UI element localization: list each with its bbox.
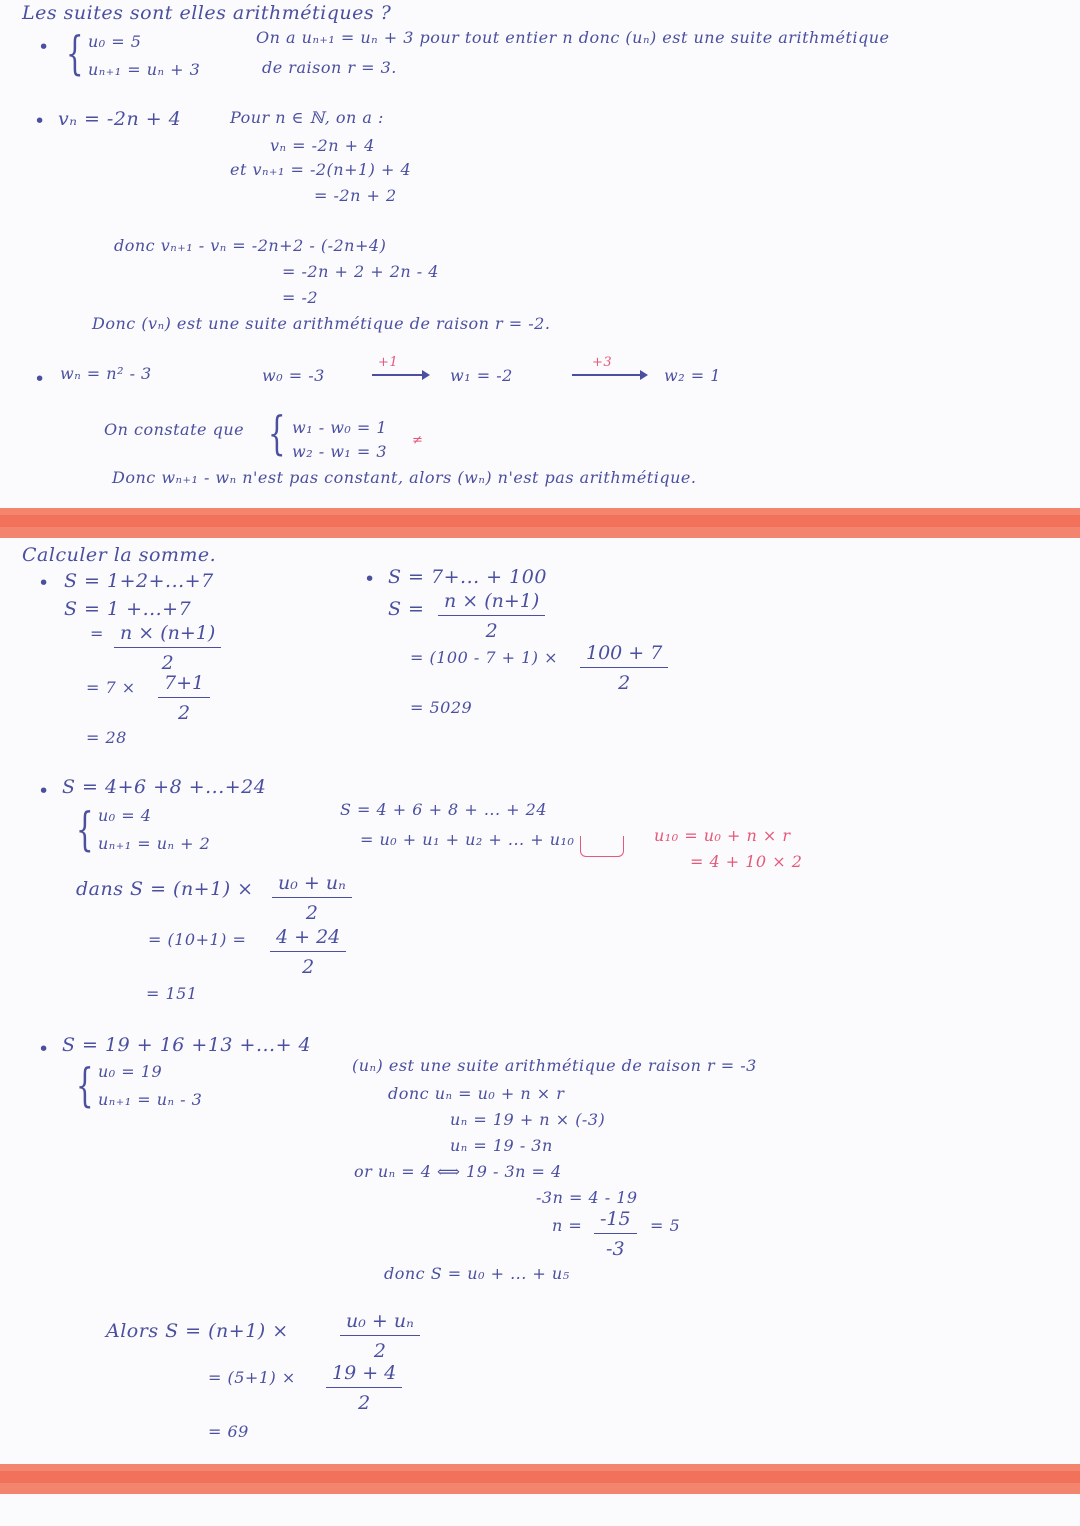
arrow [572,374,646,376]
sum4-right: or uₙ = 4 ⟺ 19 - 3n = 4 [354,1162,562,1181]
w1-value: w₁ = -2 [450,366,513,385]
separator-band [0,1464,1080,1494]
sum1-result: = 28 [86,728,127,747]
separator-band [0,508,1080,538]
arrow [372,374,428,376]
v-line: donc vₙ₊₁ - vₙ = -2n+2 - (-2n+4) [114,236,387,255]
sum4-line: S = 19 + 16 +13 +...+ 4 [62,1034,312,1056]
denominator: 2 [485,620,498,642]
bullet: • [364,568,376,590]
section-title-1: Les suites sont elles arithmétiques ? [22,2,392,24]
sum4-right: -3n = 4 - 19 [536,1188,638,1207]
numerator: 100 + 7 [580,642,668,668]
v-definition: vₙ = -2n + 4 [58,108,182,130]
bullet: • [34,110,46,132]
sum4-result: = 69 [208,1422,249,1441]
denominator: 2 [373,1340,386,1362]
sum3-line: = (10+1) = [148,930,247,949]
v-conclusion: Donc (vₙ) est une suite arithmétique de raison r = -2. [92,314,551,333]
bullet: • [38,572,50,594]
sum3-note: u₁₀ = u₀ + n × r [654,826,791,845]
numerator: u₀ + uₙ [340,1310,420,1336]
bullet: • [38,1038,50,1060]
w-diff-2: w₂ - w₁ = 3 [292,442,388,461]
sum4-right: (uₙ) est une suite arithmétique de raison r = -3 [352,1056,757,1075]
numerator: 4 + 24 [270,926,346,952]
sum1-line: S = 1 +...+7 [64,598,192,620]
sum3-fraction [272,872,352,924]
sum3-line: dans S = (n+1) × [76,878,254,900]
denominator: 2 [358,1392,371,1414]
v-line: = -2 [282,288,319,307]
u-initial: u₀ = 5 [88,32,142,51]
sum4-right: uₙ = 19 - 3n [450,1136,553,1155]
sum2-fraction [438,590,545,642]
u-comment-line2: de raison r = 3. [262,58,397,77]
sum3-right: S = 4 + 6 + 8 + ... + 24 [340,800,548,819]
bullet: • [38,780,50,802]
sum2-line: S = 7+... + 100 [388,566,547,588]
sum1-fraction [158,672,210,724]
sum3-fraction [270,926,346,978]
w2-value: w₂ = 1 [664,366,721,385]
u-comment-line1: On a uₙ₊₁ = uₙ + 3 pour tout entier n donc (uₙ) est une suite arithmétique [256,28,890,47]
sum4-right: uₙ = 19 + n × (-3) [450,1110,606,1129]
denominator: 2 [302,956,315,978]
equals-sign: = [90,624,104,643]
sum4-recurrence: uₙ₊₁ = uₙ - 3 [98,1090,203,1109]
brace: { [76,1058,94,1112]
highlight-underline [580,836,624,857]
v-line: vₙ = -2n + 4 [270,136,375,155]
denominator: 2 [618,672,631,694]
w-definition: wₙ = n² - 3 [60,364,152,383]
sum4-line: Alors S = (n+1) × [106,1320,289,1342]
denominator: -3 [606,1238,625,1260]
sum4-right: donc uₙ = u₀ + n × r [388,1084,565,1103]
numerator: u₀ + uₙ [272,872,352,898]
numerator: 19 + 4 [326,1362,402,1388]
v-line: Pour n ∈ ℕ, on a : [230,108,384,127]
sum1-line: = 7 × [86,678,136,697]
sum3-right: = u₀ + u₁ + u₂ + ... + u₁₀ [360,830,575,849]
sum3-result: = 151 [146,984,198,1003]
v-line: et vₙ₊₁ = -2(n+1) + 4 [230,160,412,179]
sum2-line: = (100 - 7 + 1) × [410,648,559,667]
sum1-fraction [114,622,221,674]
sum4-fraction [340,1310,420,1362]
sum4-right: = 5 [650,1216,681,1235]
not-equal-sign: ≠ [412,433,424,448]
denominator: 2 [161,652,174,674]
numerator: n × (n+1) [114,622,221,648]
sum4-fraction [326,1362,402,1414]
numerator: 7+1 [158,672,210,698]
bullet: • [34,368,46,390]
sum2-result: = 5029 [410,698,473,717]
sum2-fraction [580,642,668,694]
sum3-recurrence: uₙ₊₁ = uₙ + 2 [98,834,211,853]
w-observe: On constate que [104,420,245,439]
numerator: n × (n+1) [438,590,545,616]
brace: { [66,26,84,80]
sum3-note: = 4 + 10 × 2 [690,852,803,871]
sum4-initial: u₀ = 19 [98,1062,163,1081]
sum4-right: donc S = u₀ + ... + u₅ [384,1264,570,1283]
w-diff-1: w₁ - w₀ = 1 [292,418,388,437]
sum2-line: S = [388,598,425,620]
denominator: 2 [305,902,318,924]
sum4-line: = (5+1) × [208,1368,296,1387]
arrow-label: +1 [378,355,399,370]
sum4-fraction [594,1208,637,1260]
numerator: -15 [594,1208,637,1234]
v-line: = -2n + 2 + 2n - 4 [282,262,439,281]
w-conclusion: Donc wₙ₊₁ - wₙ n'est pas constant, alors (wₙ) n'est pas arithmétique. [112,468,697,487]
u-recurrence: uₙ₊₁ = uₙ + 3 [88,60,201,79]
arrow-label: +3 [592,355,613,370]
w0-value: w₀ = -3 [262,366,325,385]
sum3-line: S = 4+6 +8 +...+24 [62,776,267,798]
v-line: = -2n + 2 [314,186,397,205]
bullet: • [38,36,50,58]
sum1-line: S = 1+2+...+7 [64,570,214,592]
sum4-right: n = [552,1216,583,1235]
section-title-2: Calculer la somme. [22,544,217,566]
sum3-initial: u₀ = 4 [98,806,152,825]
denominator: 2 [178,702,191,724]
brace: { [268,406,286,460]
brace: { [76,802,94,856]
